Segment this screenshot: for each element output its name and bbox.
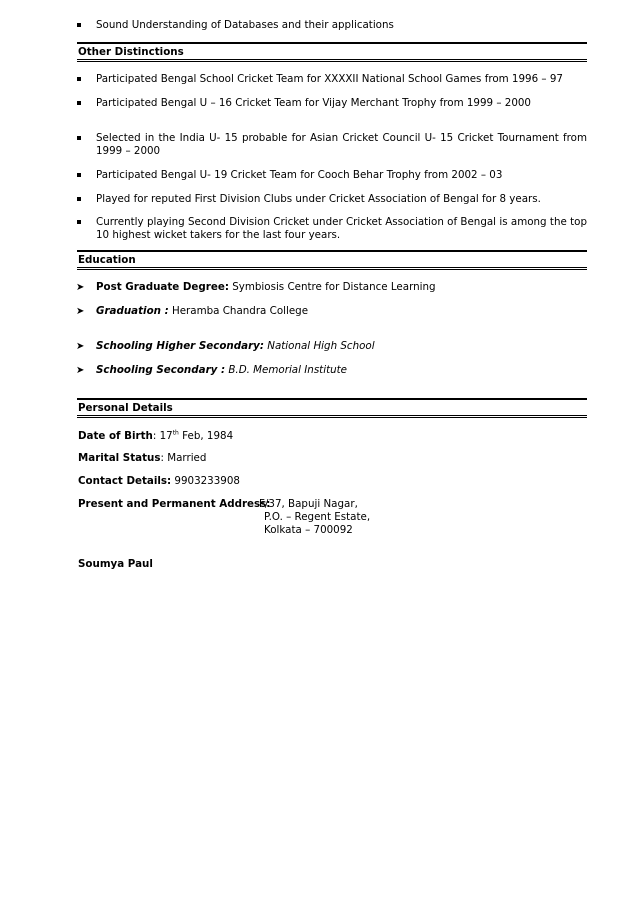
marital-status: Marital Status: Married — [78, 452, 207, 464]
bullet-square — [77, 220, 81, 224]
arrow-bullet-icon: ➤ — [76, 365, 85, 376]
bullet-square — [77, 23, 81, 27]
education-label: Schooling Secondary : — [96, 364, 226, 376]
education-value: Symbiosis Centre for Distance Learning — [228, 281, 436, 293]
education-value: B.D. Memorial Institute — [225, 364, 348, 376]
bullet-square — [77, 101, 81, 105]
section-rule-bottom — [77, 417, 587, 418]
section-rule-bottom — [77, 269, 587, 270]
address-label-line — [78, 498, 270, 511]
section-rule-top — [77, 42, 587, 44]
education-item — [96, 281, 436, 294]
contact-value: 9903233908 — [171, 475, 240, 487]
contact-details — [78, 475, 240, 488]
education-item — [96, 305, 308, 318]
distinction-item: Selected in the India U- 15 probable for Asian Cricket Council U- 15 Cricket Tournament from 1999 – 2000 — [96, 132, 587, 157]
bullet-square — [77, 77, 81, 81]
section-rule-top — [77, 250, 587, 252]
address-line: F/37, Bapuji Nagar, — [259, 498, 358, 510]
section-rule-bottom — [77, 415, 587, 416]
education-item — [96, 340, 375, 353]
dob-rest: Feb, 1984 — [178, 430, 234, 442]
arrow-bullet-icon: ➤ — [76, 306, 85, 317]
bullet-square — [77, 136, 81, 140]
date-of-birth: Date of Birth: 17th Feb, 1984 — [78, 429, 234, 442]
section-rule-bottom — [77, 59, 587, 60]
section-heading-education: Education — [78, 254, 136, 266]
distinction-item: Played for reputed First Division Clubs under Cricket Association of Bengal for 8 years. — [96, 193, 541, 205]
education-label: Schooling Higher Secondary: — [96, 340, 264, 352]
skill-item: Sound Understanding of Databases and their applications — [96, 19, 394, 31]
address-line: P.O. – Regent Estate, — [264, 511, 371, 523]
education-value: National High School — [263, 340, 375, 352]
marital-value: Married — [167, 452, 207, 464]
dob-suffix: th — [172, 429, 179, 437]
section-rule-bottom — [77, 61, 587, 62]
address-label: Present and Permanent Address: — [78, 498, 271, 510]
bullet-square — [77, 197, 81, 201]
distinction-item: Participated Bengal U- 19 Cricket Team for Cooch Behar Trophy from 2002 – 03 — [96, 169, 503, 181]
section-rule-bottom — [77, 267, 587, 268]
education-label: Post Graduate Degree: — [96, 281, 229, 293]
distinction-item: Participated Bengal School Cricket Team for XXXXII National School Games from 1996 – 97 — [96, 73, 563, 85]
distinction-item: Participated Bengal U – 16 Cricket Team for Vijay Merchant Trophy from 1999 – 2000 — [96, 97, 531, 109]
marital-label: Marital Status — [78, 452, 161, 464]
address-line: Kolkata – 700092 — [264, 524, 353, 536]
arrow-bullet-icon: ➤ — [76, 282, 85, 293]
section-heading-personal-details: Personal Details — [78, 402, 173, 414]
education-value: Heramba Chandra College — [168, 305, 309, 317]
contact-label: Contact Details: — [78, 475, 172, 487]
bullet-square — [77, 173, 81, 177]
education-item — [96, 364, 347, 377]
dob-day: 17 — [159, 430, 173, 442]
distinction-item: Currently playing Second Division Cricket under Cricket Association of Bengal is among the top 10 highest wicket takers for the last four years. — [96, 216, 587, 241]
signature-name: Soumya Paul — [78, 558, 153, 570]
section-rule-top — [77, 398, 587, 400]
education-label: Graduation : — [96, 305, 169, 317]
dob-label: Date of Birth — [78, 430, 153, 442]
section-heading-other-distinctions: Other Distinctions — [78, 46, 184, 58]
arrow-bullet-icon: ➤ — [76, 341, 85, 352]
